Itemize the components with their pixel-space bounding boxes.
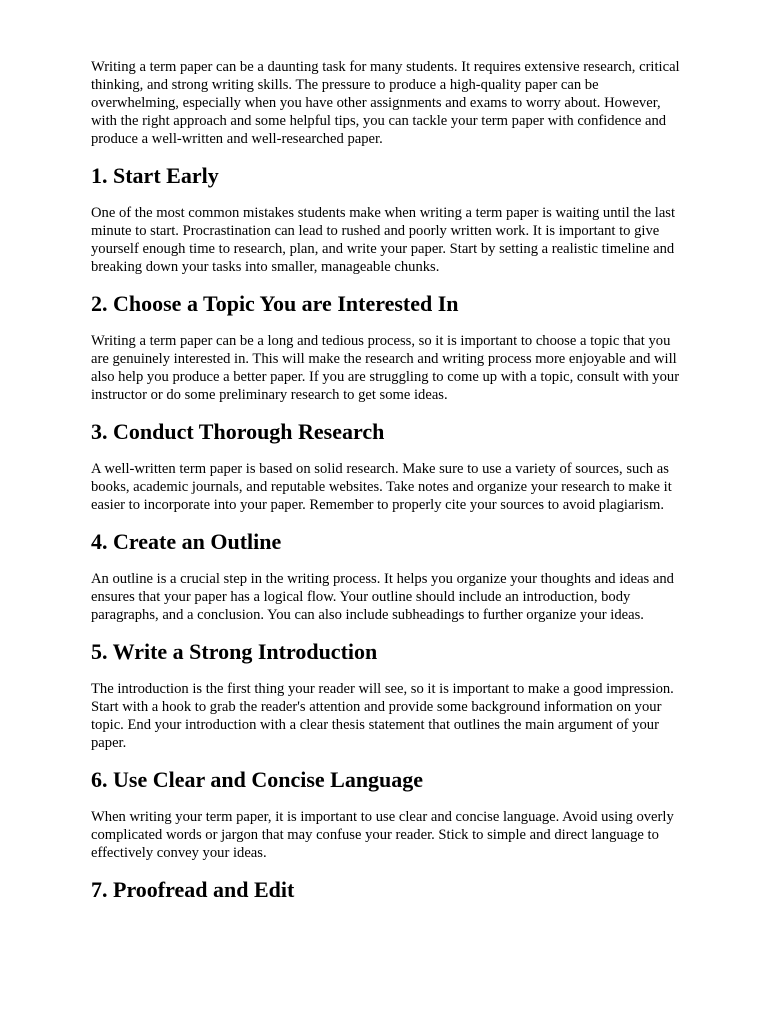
document-page [91,58,731,918]
section-paragraph: A well-written term paper is based on solid research. Make sure to use a variety of sources, such as books, academic journals, and reputable websites. Take notes and organize your research to make it easier to incorporate into your paper. Remember to properly cite your sources to avoid plagiarism. [91,461,672,513]
section-heading: 6. Use Clear and Concise Language [91,767,424,792]
section-choose-topic [91,291,731,404]
section-heading: 3. Conduct Thorough Research [91,419,385,444]
section-paragraph: One of the most common mistakes students make when writing a term paper is waiting until the last minute to start. Procrastination can lead to rushed and poorly written work. It is important to give yourself enough time to research, plan, and write your paper. Start by setting a realistic timeline and breaking down your tasks into smaller, manageable chunks. [91,205,676,275]
section-paragraph: An outline is a crucial step in the writing process. It helps you organize your thoughts and ideas and ensures that your paper has a logical flow. Your outline should include an introduction, body paragraphs, and a conclusion. You can also include subheadings to further organize your ideas. [91,571,674,623]
section-paragraph: When writing your term paper, it is important to use clear and concise language. Avoid using overly complicated words or jargon that may confuse your reader. Stick to simple and direct language to effectively convey your ideas. [91,809,674,861]
intro-paragraph: Writing a term paper can be a daunting task for many students. It requires extensive research, critical thinking, and strong writing skills. The pressure to produce a high-quality paper can be overwhelming, especially when you have other assignments and exams to worry about. However, with the right approach and some helpful tips, you can tackle your term paper with confidence and produce a well-written and well-researched paper. [91,59,680,147]
section-outline [91,529,731,624]
section-start-early [91,163,731,276]
section-language [91,767,731,862]
section-heading: 2. Choose a Topic You are Interested In [91,291,459,316]
section-introduction [91,639,731,752]
section-proofread [91,877,731,903]
section-paragraph: Writing a term paper can be a long and tedious process, so it is important to choose a topic that you are genuinely interested in. This will make the research and writing process more enjoyable and will also help you produce a better paper. If you are struggling to come up with a topic, consult with your instructor or do some preliminary research to get some ideas. [91,333,680,403]
section-heading: 7. Proofread and Edit [91,877,295,902]
section-heading: 4. Create an Outline [91,529,282,554]
section-heading: 5. Write a Strong Introduction [91,639,378,664]
section-research [91,419,731,514]
section-heading: 1. Start Early [91,163,219,188]
section-paragraph: The introduction is the first thing your reader will see, so it is important to make a good impression. Start with a hook to grab the reader's attention and provide some background information on your topic. End your introduction with a clear thesis statement that outlines the main argument of your paper. [91,681,674,751]
